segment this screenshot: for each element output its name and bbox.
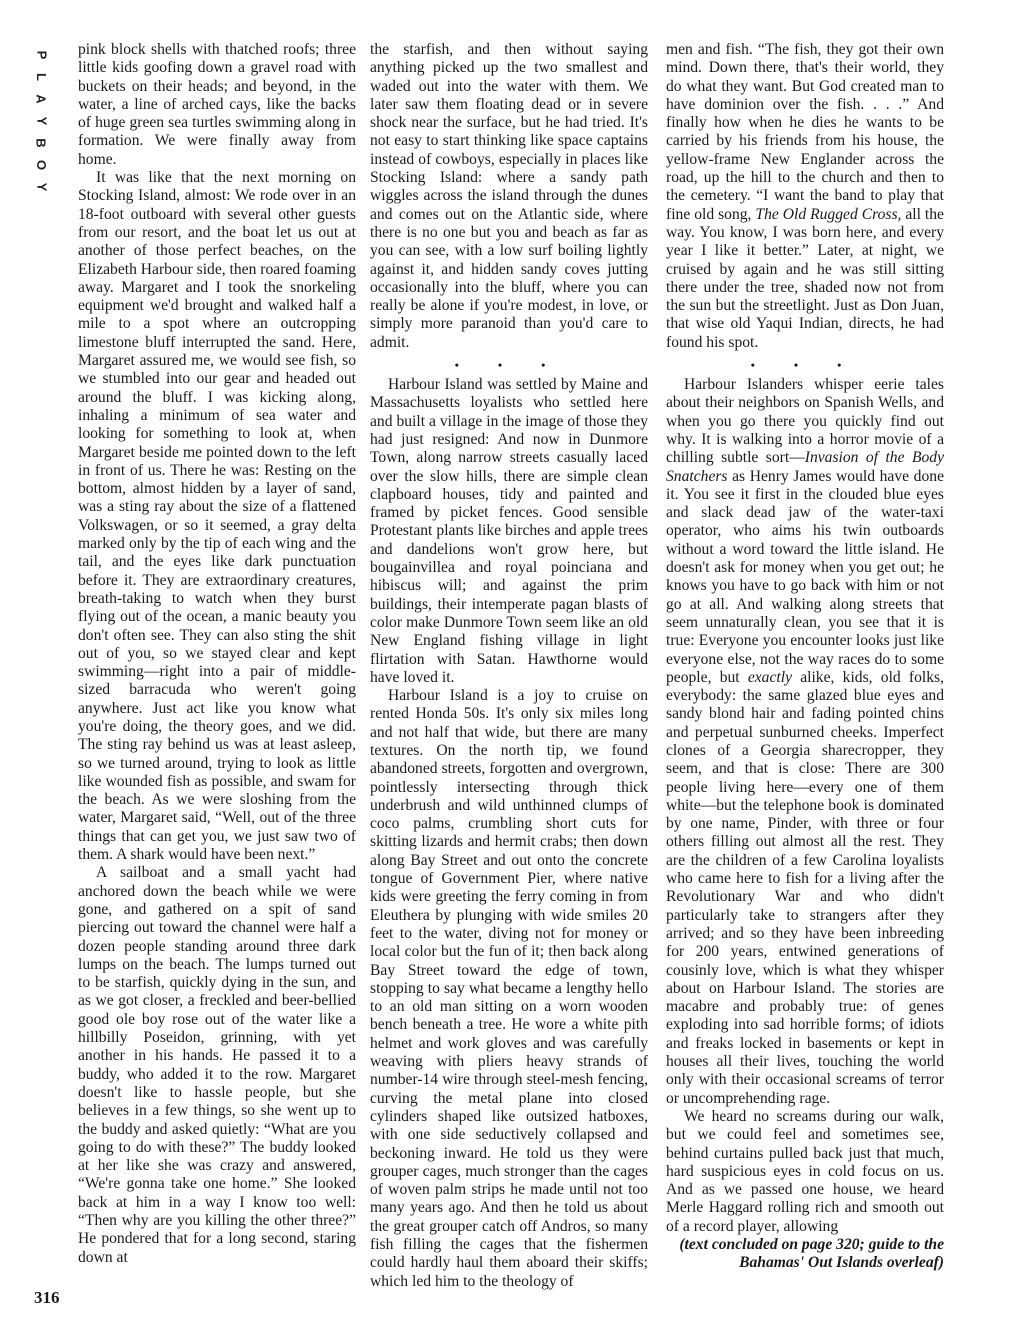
continuation-note: (text concluded on page 320; guide to the Bahamas' Out Islands overleaf) <box>679 1236 944 1272</box>
text-run: Harbour Islanders whisper eerie tales about their neighbors on Spanish Wells, and when you go there you quickly find out why. It is walking into a horror movie of a chilling subtle sort— <box>666 376 944 467</box>
masthead-letter: A <box>33 94 49 104</box>
section-break: • • • <box>454 358 564 373</box>
masthead-letter: O <box>34 159 49 171</box>
paragraph: pink block shells with thatched roofs; three little kids goofing down a gravel road with buckets on their heads; and beyond, in the water, a line of arched cays, like the backs of huge green sea turtles swimming along in formation. We were finally away from home. <box>78 41 356 168</box>
text-column-3 <box>666 41 944 1273</box>
paragraph: the starfish, and then without saying anything picked up the two smallest and waded out into the water with them. We later saw them floating dead or in severe shock near the surface, but he had tried. It's not easy to start thinking like space captains instead of cowboys, especially in places like Stocking Island: where a sandy path wiggles across the island through the dunes and comes out on the Atlantic side, where there is no one but you and beach as far as you can see, with a low surf boiling lightly against it, and hidden sandy coves jutting occasionally into the bluff, where you can really be alone if you're modest, in love, or simply more paranoid than you'd care to admit. <box>370 41 648 351</box>
text-run: men and fish. “The fish, they got their own mind. Down there, that's their world, they do what they want. But God created man to have dominion over the fish. . . .” And finally how when he dies he wants to be carried by his friends from his house, the yellow-frame New Englander across the road, up the hill to the church and then to the cemetery. “I want the band to play that fine old song, <box>666 41 944 223</box>
paragraph <box>666 376 944 1108</box>
song-title: The Old Rugged Cross, <box>755 205 902 223</box>
masthead-letter: Y <box>33 182 49 192</box>
text-run: alike, kids, old folks, everybody: the same glazed blue eyes and sandy blond hair and fading pointed chins and perpetual sunburned cheeks. Imperfect clones of a Georgia sharecropper, they seem, and that is close: There are 300 people living here—every one of them white—but the telephone book is dominated by one name, Pinder, with three or four others filling out almost all the rest. They are the children of a few Carolina loyalists who came here to fish for a living after the Revolutionary War and who didn't particularly take to strangers after they arrived; and so they have been inbreeding for 200 years, entwined generations of cousinly love, which is what they whisper about on Harbour Island. The stories are macabre and probably true: of genes exploding into sad horrible forms; of idiots and freaks locked in basements or kept in houses all their lives, touching the world only with their occasional screams of terror or uncomprehending rage. <box>666 668 945 1107</box>
text-column-1 <box>78 41 356 1267</box>
page-number: 316 <box>34 1288 60 1307</box>
emphasis: exactly <box>747 668 792 686</box>
paragraph: It was like that the next morning on Stocking Island, almost: We rode over in an 18-foot outboard with several other guests from our resort, and the boat let us out at another of those perfect beaches, on the Elizabeth Harbour side, then roared foaming away. Margaret and I took the snorkeling equipment we'd brought and walked half a mile to a spot where an outcropping limestone bluff interrupted the sand. Here, Margaret assured me, we would see fish, so we stumbled into our gear and headed out around the bluff. I was kicking along, inhaling a minimum of sea water and looking for something to look at, when Margaret beside me pointed down to the left in front of us. There he was: Resting on the bottom, almost hidden by a layer of sand, was a sting ray about the size of a flattened Volkswagen, or so it seemed, a gray delta marked only by the tip of each wing and the tail, and the eyes like dark punctuation before it. They are extraordinary creatures, breath-taking to watch when they burst flying out of the ocean, a manic beauty you don't often see. They can also sting the shit out of you, so we stayed clear and kept swimming—right into a pair of middle-sized barracuda who weren't going anywhere. Just act like you know what you're doing, the theory goes, and we did. The sting ray behind us was at least asleep, so we turned around, trying to look as little like wounded fish as possible, and swam for the beach. As we were sloshing from the water, Margaret said, “Well, out of the three things that can get you, we just saw two of them. A shark would have been next.” <box>78 169 356 864</box>
movie-title: Invasion of the Body Snatchers <box>666 449 945 485</box>
paragraph: Harbour Island was settled by Maine and Massachusetts loyalists who settled here and built a village in the image of those they had just resigned: And now in Dunmore Town, along narrow streets casually laced over the slow hills, there are simple clean clapboard houses, tidy and painted and framed by picket fences. Good sensible Protestant plants like birches and apple trees and dandelions won't grow here, but bougainvillea and royal poinciana and hibiscus will; and against the prim buildings, their intemperate pagan blasts of color make Dunmore Town seem like an old New England fishing village in light flirtation with Satan. Hawthorne would have loved it. <box>370 376 648 686</box>
text-column-2 <box>370 41 648 1291</box>
paragraph <box>666 41 944 352</box>
text-run: as Henry James would have done it. You see it first in the clouded blue eyes and slack dead jaw of the water-taxi operator, who aims his twin outboards without a word toward the little island. He doesn't ask for money when you get out; he knows you have to go back with him or not go at all. And walking along streets that seem unnaturally clean, you see that it is true: Everyone you encounter looks just like everyone else, not the way races do to some people, but <box>666 467 944 686</box>
magazine-masthead <box>30 44 52 198</box>
paragraph: Harbour Island is a joy to cruise on rented Honda 50s. It's only six miles long and not half that wide, but there are many textures. On the north tip, we found abandoned streets, forgotten and overgrown, pointlessly intersecting through thick underbrush and wild unthinned clumps of coco palms, crumbling short cuts for skitting lizards and hermit crabs; then down along Bay Street and out onto the concrete tongue of Government Pier, where native kids were greeting the ferry coming in from Eleuthera by plunging with wide smiles 20 feet to the water, diving not for money or local color but the fun of it; then back along Bay Street toward the edge of town, stopping to say what became a lengthy hello to an old man sitting on a worn wooden bench beneath a tree. He wore a white pith helmet and work gloves and was carefully weaving with pliers heavy strands of number-14 wire through steel-mesh fencing, curving the metal plane into closed cylinders shaped like outsized hatboxes, with one side seductively collapsed and beckoning inward. He told us they were grouper cages, much stronger than the cages of woven palm strips he made until not too many years ago. And then he told us about the great grouper catch off Andros, so many fish filling the cages that the fishermen could hardly haul them aboard their skiffs; which led him to the theology of <box>370 687 648 1290</box>
section-break: • • • <box>750 358 860 373</box>
masthead-letter: B <box>33 138 49 148</box>
text-run: all the way. You know, I was born here, and every year I like it better.” Later, at night, we cruised by again and he was still sitting there under the tree, shaded now not from the sun but the streetlight. Just as Don Juan, that wise old Yaqui Indian, directs, he had found his spot. <box>666 205 944 351</box>
paragraph: A sailboat and a small yacht had anchored down the beach while we were gone, and gathered on a spit of sand piercing out toward the channel were half a dozen people standing around three dark lumps on the beach. The lumps turned out to be starfish, quickly dying in the sun, and as we got closer, a freckled and beer-bellied good ole boy rose out of the water like a hillbilly Poseidon, grinning, with yet another in his hands. He passed it to a buddy, who added it to the row. Margaret doesn't like to hassle people, but she believes in a few things, so she went up to the buddy and asked quietly: “What are you going to do with these?” The buddy looked at her like she was crazy and answered, “We're gonna take one home.” She looked back at him in a way I know too well: “Then why are you killing the other three?” He pondered that for a long second, staring down at <box>78 864 356 1266</box>
masthead-letter: Y <box>33 116 49 126</box>
masthead-letter: P <box>33 50 49 60</box>
paragraph: We heard no screams during our walk, but we could feel and sometimes see, behind curtains pulled back just that much, hard suspicious eyes in cold focus on us. And as we passed one house, we heard Merle Haggard rolling rich and smooth out of a record player, allowing <box>666 1107 944 1235</box>
masthead-letter: L <box>33 73 49 81</box>
